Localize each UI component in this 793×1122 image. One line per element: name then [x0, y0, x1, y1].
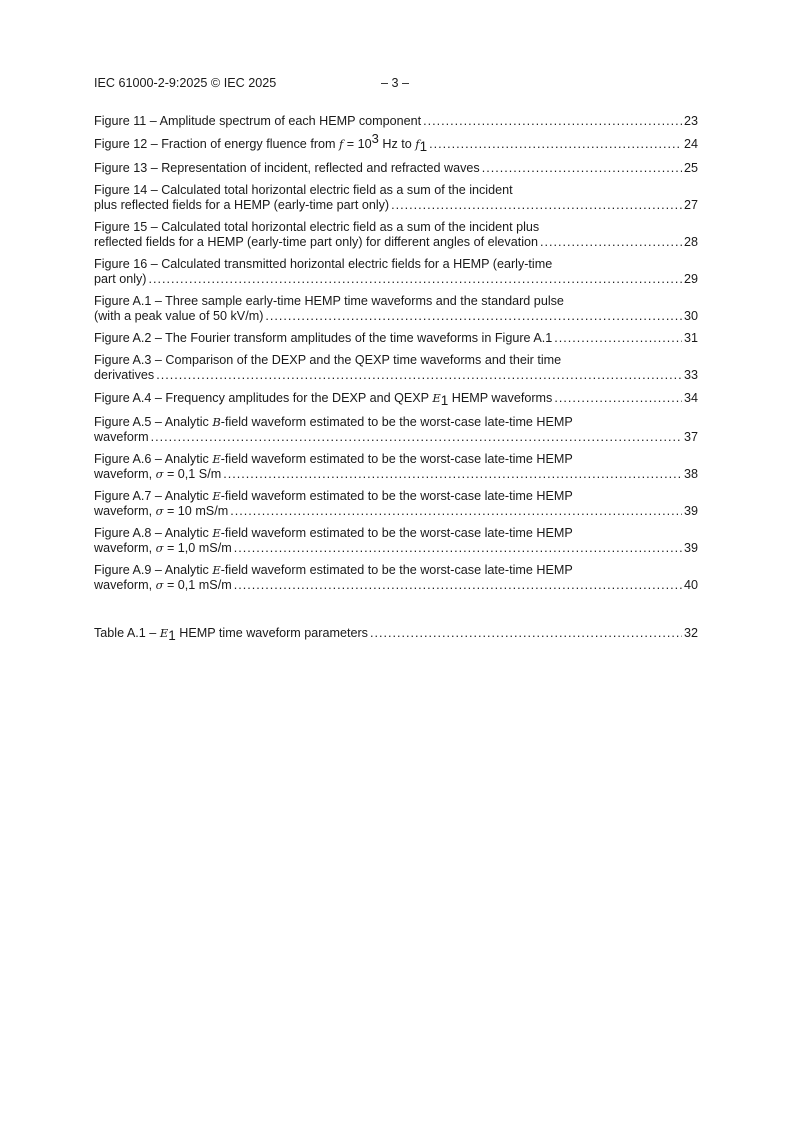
toc-entry-figure-a5[interactable] — [94, 415, 698, 445]
toc-entry-page: 27 — [683, 198, 698, 212]
dot-leader — [234, 578, 682, 593]
section-gap — [94, 600, 698, 625]
page-header — [94, 76, 694, 94]
dot-leader — [554, 391, 682, 406]
toc-entry-figure-11[interactable] — [94, 114, 698, 129]
toc-entry-table-a1[interactable] — [94, 625, 698, 641]
dot-leader — [223, 467, 682, 482]
toc-entry-title-cont: waveform, σ = 0,1 mS/m — [94, 578, 232, 592]
toc-entry-title: Figure A.1 – Three sample early-time HEMP time waveforms and the standard pulse — [94, 294, 564, 308]
toc-entry-page: 29 — [683, 272, 698, 286]
toc-entry-figure-13[interactable] — [94, 161, 698, 176]
toc-entry-page: 39 — [683, 541, 698, 555]
toc-entry-page: 28 — [683, 235, 698, 249]
toc-entry-title: Figure A.7 – Analytic E-field waveform estimated to be the worst-case late-time HEMP — [94, 489, 573, 503]
toc-entry-figure-a9[interactable] — [94, 563, 698, 593]
toc-entry-figure-a8[interactable] — [94, 526, 698, 556]
toc-entry-figure-15[interactable] — [94, 220, 698, 250]
toc-entry-title-cont: waveform — [94, 430, 149, 444]
toc-entry-title: Figure 11 – Amplitude spectrum of each HEMP component — [94, 114, 422, 128]
dot-leader — [234, 541, 682, 556]
dot-leader — [423, 114, 682, 129]
toc-entry-title-cont: waveform, σ = 1,0 mS/m — [94, 541, 232, 555]
dot-leader — [482, 161, 682, 176]
toc-entry-title-cont: waveform, σ = 0,1 S/m — [94, 467, 222, 481]
dot-leader — [540, 235, 682, 250]
toc-entry-page: 39 — [683, 504, 698, 518]
toc-entry-page: 31 — [683, 331, 698, 345]
toc-entry-title-cont: part only) — [94, 272, 147, 286]
toc-entry-title-cont: derivatives — [94, 368, 155, 382]
toc-entry-title: Figure 16 – Calculated transmitted horizontal electric fields for a HEMP (early-time — [94, 257, 553, 271]
toc-entry-figure-16[interactable] — [94, 257, 698, 287]
toc-entry-title: Figure 13 – Representation of incident, reflected and refracted waves — [94, 161, 480, 175]
dot-leader — [370, 626, 682, 641]
toc-entry-figure-14[interactable] — [94, 183, 698, 213]
toc-entry-title: Figure A.4 – Frequency amplitudes for the DEXP and QEXP E1 HEMP waveforms — [94, 391, 553, 408]
toc-entry-title: Figure A.2 – The Fourier transform amplitudes of the time waveforms in Figure A.1 — [94, 331, 553, 345]
toc-entry-title-cont: (with a peak value of 50 kV/m) — [94, 309, 264, 323]
toc-entry-title-cont: waveform, σ = 10 mS/m — [94, 504, 229, 518]
toc-entry-figure-a1[interactable] — [94, 294, 698, 324]
toc-entry-page: 24 — [683, 137, 698, 151]
list-of-figures — [94, 114, 698, 648]
toc-entry-figure-a2[interactable] — [94, 331, 698, 346]
toc-entry-page: 37 — [683, 430, 698, 444]
toc-entry-title-cont: plus reflected fields for a HEMP (early-time part only) — [94, 198, 390, 212]
toc-entry-page: 33 — [683, 368, 698, 382]
dot-leader — [391, 198, 682, 213]
toc-entry-figure-12[interactable] — [94, 131, 698, 154]
toc-entry-page: 30 — [683, 309, 698, 323]
toc-entry-figure-a3[interactable] — [94, 353, 698, 383]
toc-entry-page: 38 — [683, 467, 698, 481]
page-number-label: – 3 – — [381, 76, 410, 90]
toc-entry-title: Figure 14 – Calculated total horizontal electric field as a sum of the incident — [94, 183, 513, 197]
toc-entry-title: Figure A.8 – Analytic E-field waveform estimated to be the worst-case late-time HEMP — [94, 526, 573, 540]
document-id: IEC 61000-2-9:2025 © IEC 2025 — [94, 76, 277, 90]
toc-entry-title: Table A.1 – E1 HEMP time waveform parameters — [94, 626, 368, 643]
toc-entry-figure-a4[interactable] — [94, 390, 698, 406]
toc-entry-title: Figure A.6 – Analytic E-field waveform estimated to be the worst-case late-time HEMP — [94, 452, 573, 466]
dot-leader — [429, 137, 682, 152]
toc-entry-page: 32 — [683, 626, 698, 640]
dot-leader — [156, 368, 682, 383]
toc-entry-page: 23 — [683, 114, 698, 128]
toc-entry-title: Figure A.3 – Comparison of the DEXP and the QEXP time waveforms and their time — [94, 353, 562, 367]
toc-entry-title: Figure A.5 – Analytic B-field waveform estimated to be the worst-case late-time HEMP — [94, 415, 573, 429]
dot-leader — [149, 272, 682, 287]
dot-leader — [554, 331, 682, 346]
dot-leader — [265, 309, 682, 324]
toc-entry-page: 25 — [683, 161, 698, 175]
dot-leader — [151, 430, 682, 445]
toc-entry-title-cont: reflected fields for a HEMP (early-time part only) for different angles of elevation — [94, 235, 539, 249]
toc-entry-title: Figure 12 – Fraction of energy fluence from f = 103 Hz to f1 — [94, 131, 428, 154]
toc-entry-title: Figure 15 – Calculated total horizontal electric field as a sum of the incident plus — [94, 220, 540, 234]
toc-entry-page: 40 — [683, 578, 698, 592]
toc-entry-figure-a6[interactable] — [94, 452, 698, 482]
toc-entry-figure-a7[interactable] — [94, 489, 698, 519]
toc-entry-title: Figure A.9 – Analytic E-field waveform estimated to be the worst-case late-time HEMP — [94, 563, 573, 577]
dot-leader — [230, 504, 682, 519]
toc-entry-page: 34 — [683, 391, 698, 405]
